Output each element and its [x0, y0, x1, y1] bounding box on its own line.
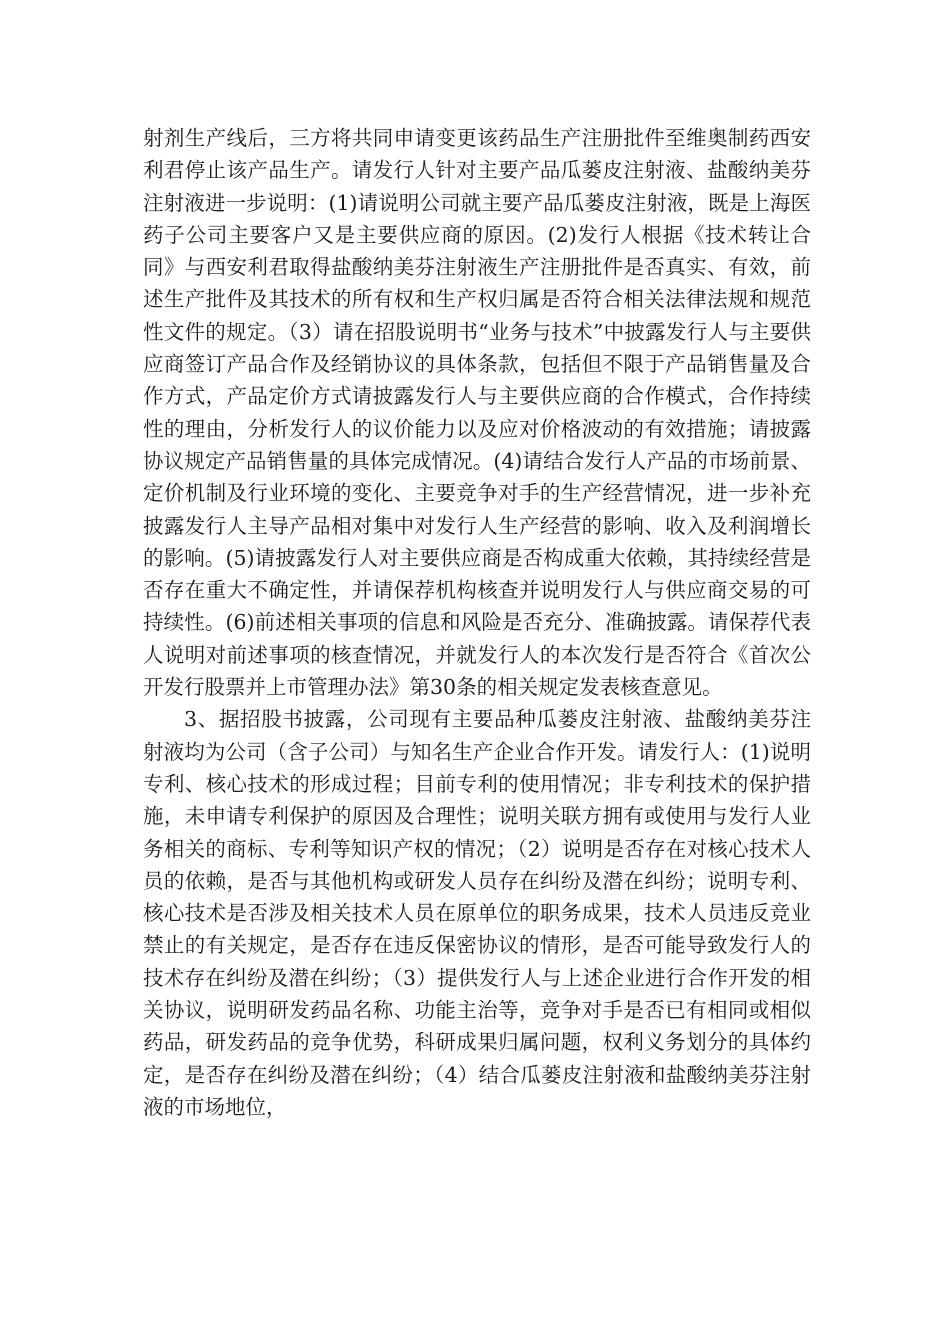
- paragraph-continuation: 射剂生产线后，三方将共同申请变更该药品生产注册批件至维奥制药西安利君停止该产品生产。请发行人针对主要产品瓜蒌皮注射液、盐酸纳美芬注射液进一步说明：(1)请说明公司就主要产品瓜蒌皮注射液，既是上海医药子公司主要客户又是主要供应商的原因。(2)发行人根据《技术转让合同》与西安利君取得盐酸纳美芬注射液生产注册批件是否真实、有效，前述生产批件及其技术的所有权和生产权归属是否符合相关法律法规和规范性文件的规定。（3）请在招股说明书“业务与技术”中披露发行人与主要供应商签订产品合作及经销协议的具体条款，包括但不限于产品销售量及合作方式，产品定价方式请披露发行人与主要供应商的合作模式，合作持续性的理由，分析发行人的议价能力以及应对价格波动的有效措施；请披露协议规定产品销售量的具体完成情况。(4)请结合发行人产品的市场前景、定价机制及行业环境的变化、主要竞争对手的生产经营情况，进一步补充披露发行人主导产品相对集中对发行人生产经营的影响、收入及利润增长的影响。(5)请披露发行人对主要供应商是否构成重大依赖，其持续经营是否存在重大不确定性，并请保荐机构核查并说明发行人与供应商交易的可持续性。(6)前述相关事项的信息和风险是否充分、准确披露。请保荐代表人说明对前述事项的核查情况，并就发行人的本次发行是否符合《首次公开发行股票并上市管理办法》第30条的相关规定发表核查意见。: [143, 126, 811, 700]
- paragraph-item-3: 3、据招股书披露，公司现有主要品种瓜蒌皮注射液、盐酸纳美芬注射液均为公司（含子公司）与知名生产企业合作开发。请发行人：(1)说明专利、核心技术的形成过程；目前专利的使用情况；非专利技术的保护措施，未申请专利保护的原因及合理性；说明关联方拥有或使用与发行人业务相关的商标、专利等知识产权的情况；（2）说明是否存在对核心技术人员的依赖，是否与其他机构或研发人员存在纠纷及潜在纠纷；说明专利、核心技术是否涉及相关技术人员在原单位的职务成果，技术人员违反竞业禁止的有关规定，是否存在违反保密协议的情形，是否可能导致发行人的技术存在纠纷及潜在纠纷；（3）提供发行人与上述企业进行合作开发的相关协议，说明研发药品名称、功能主治等，竞争对手是否已有相同或相似药品，研发药品的竞争优势，科研成果归属问题，权利义务划分的具体约定，是否存在纠纷及潜在纠纷；（4）结合瓜蒌皮注射液和盐酸纳美芬注射液的市场地位，: [143, 707, 811, 1119]
- document-body: [143, 122, 811, 1123]
